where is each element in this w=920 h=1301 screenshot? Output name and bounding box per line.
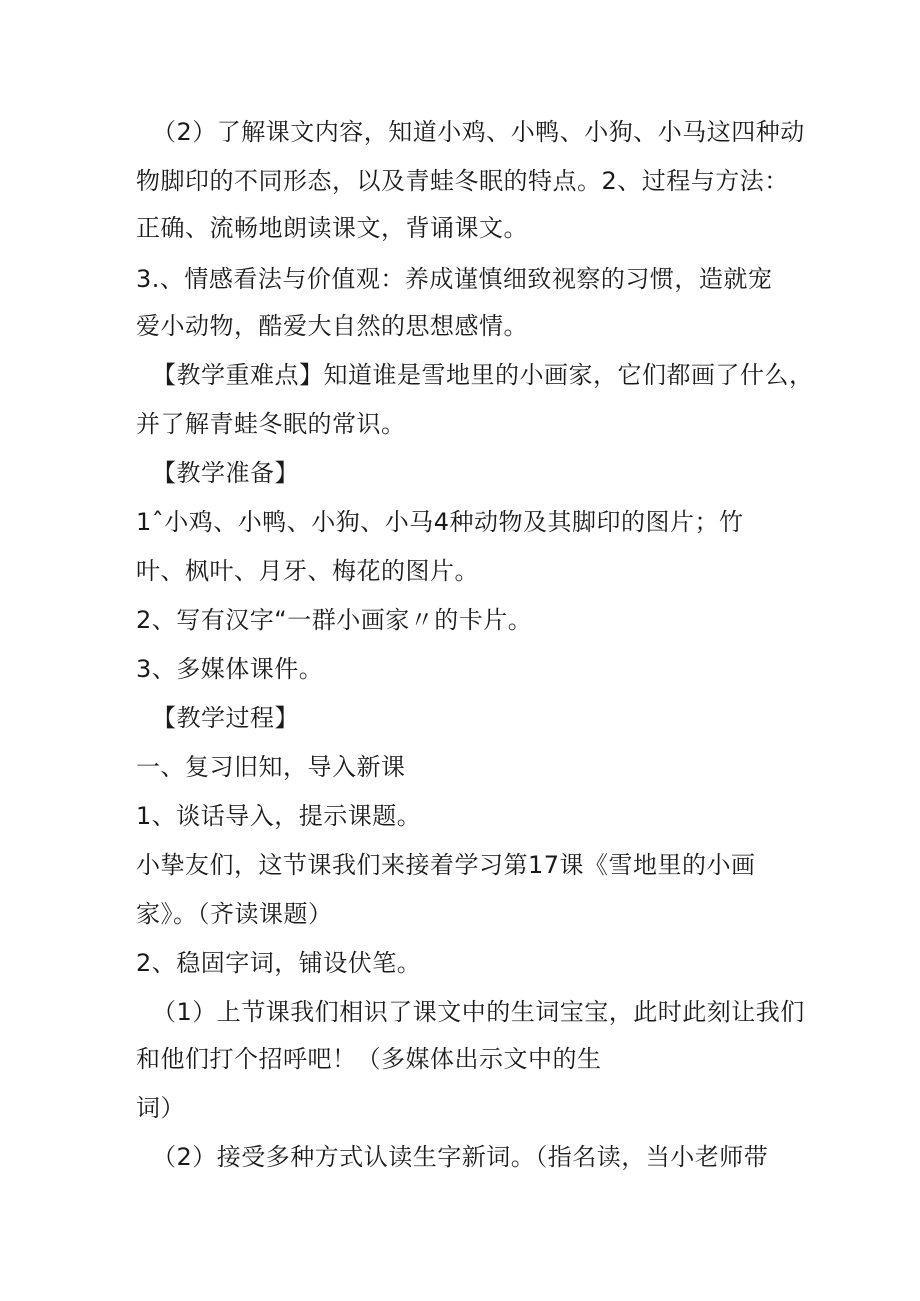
text-line-20: 和他们打个招呼吧！（多媒体出示文中的生 (136, 1045, 602, 1073)
text-line-12: 3、多媒体课件。 (136, 655, 324, 683)
text-line-7: 并了解青蛙冬眠的常识。 (136, 410, 406, 438)
text-line-17: 家》。（齐读课题） (136, 900, 333, 928)
text-line-11: 2、写有汉字“一群小画家〃的卡片。 (136, 606, 533, 634)
text-line-14: 一、复习旧知，导入新课 (136, 753, 406, 781)
text-line-10: 叶、枫叶、月牙、梅花的图片。 (136, 557, 479, 585)
text-line-18: 2、稳固字词，铺设伏笔。 (136, 949, 422, 977)
section-heading-process: 【教学过程】 (152, 704, 299, 732)
section-heading-preparation: 【教学准备】 (152, 459, 299, 487)
text-line-2: 物脚印的不同形态，以及青蛙冬眠的特点。2、过程与方法： (136, 167, 789, 195)
text-line-15: 1、谈话导入，提示课题。 (136, 802, 422, 830)
text-line-21: 词） (136, 1094, 185, 1122)
text-line-22: （2）接受多种方式认读生字新词。（指名读，当小老师带 (152, 1143, 769, 1171)
text-line-9: 1ˆ小鸡、小鸭、小狗、小马4种动物及其脚印的图片；竹 (136, 508, 744, 536)
text-line-16: 小挚友们，这节课我们来接着学习第17课《雪地里的小画 (136, 851, 756, 879)
text-line-1: （2）了解课文内容，知道小鸡、小鸭、小狗、小马这四种动 (152, 118, 805, 146)
section-heading-key-points: 【教学重难点】知道谁是雪地里的小画家，它们都画了什么， (152, 361, 814, 389)
text-line-3: 正确、流畅地朗读课文，背诵课文。 (136, 214, 528, 242)
text-line-5: 爱小动物，酷爱大自然的思想感情。 (136, 312, 528, 340)
text-line-4: 3.、情感看法与价值观：养成谨慎细致视察的习惯，造就宠 (136, 265, 773, 293)
text-line-19: （1）上节课我们相识了课文中的生词宝宝，此时此刻让我们 (152, 998, 805, 1026)
